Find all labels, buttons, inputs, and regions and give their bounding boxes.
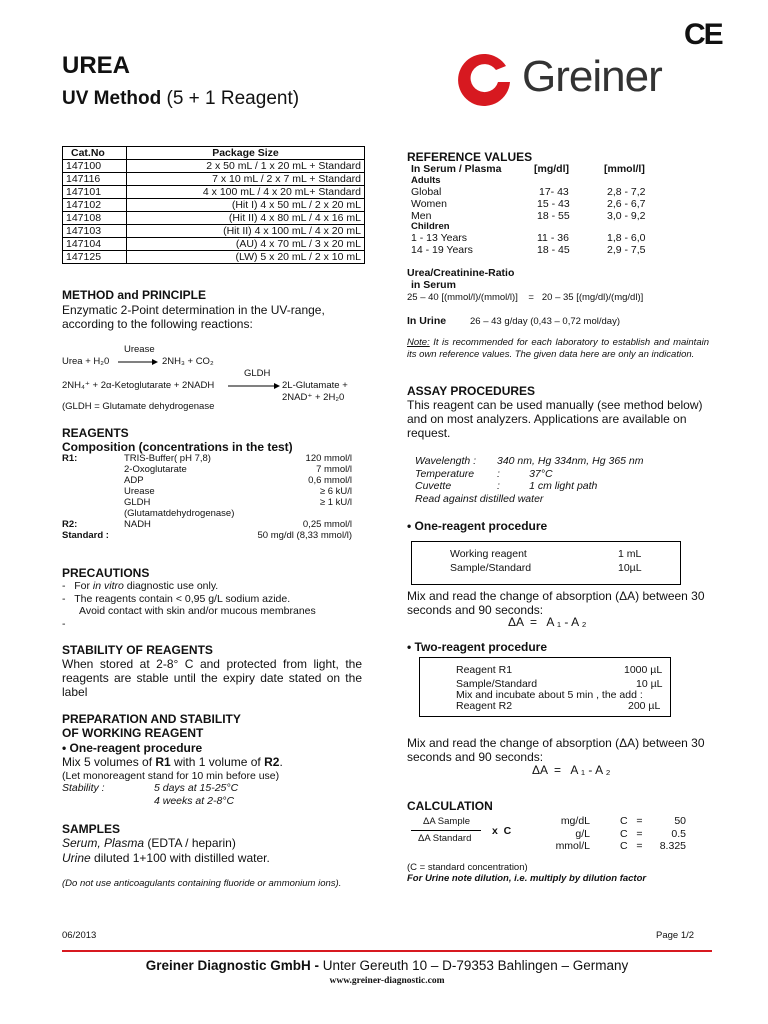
calc-table (540, 815, 686, 853)
table-row (63, 238, 365, 251)
reagent-name: TRIS-Buffer( pH 7,8) (124, 453, 211, 464)
precaution-dash: - (62, 617, 66, 630)
gldh-note: (GLDH = Glutamate dehydrogenase (62, 401, 215, 412)
one-row-label: Working reagent (450, 548, 527, 560)
mix-r2: R2 (264, 755, 280, 769)
catalog-package: (LW) 5 x 20 mL / 2 x 10 mL (127, 251, 365, 264)
reagent-value: ≥ 1 kU/l (319, 497, 352, 508)
catalog-package: (Hit II) 4 x 100 mL / 4 x 20 mL (127, 225, 365, 238)
two-incubate: Mix and incubate about 5 min , the add : (456, 689, 643, 701)
catalog-package: (Hit II) 4 x 80 mL / 4 x 16 mL (127, 212, 365, 225)
param-label: Temperature (415, 467, 475, 480)
list-item (540, 828, 686, 841)
note-text: It is recommended for each laboratory to establish and maintain its own reference values. The given data here are only an indication. (407, 337, 709, 360)
read-against: Read against distilled water (415, 492, 544, 505)
ref-mmol: 2,8 - 7,2 (607, 186, 646, 198)
catalog-catno: 147108 (63, 212, 127, 225)
ref-group: 1 - 13 Years (411, 232, 468, 244)
urine-value: 26 – 43 g/day (0,43 – 0,72 mol/day) (470, 316, 620, 327)
ref-group: 14 - 19 Years (411, 244, 473, 256)
footer-page: Page 1/2 (656, 930, 695, 941)
precautions-list (62, 580, 362, 630)
mix-mid: with 1 volume of (170, 755, 265, 769)
greiner-logo (452, 46, 682, 116)
ce-mark: CE (684, 18, 722, 51)
precaution-pre: For (74, 580, 93, 592)
catalog-catno: 147116 (63, 173, 127, 186)
list-item (540, 840, 686, 853)
assay-text: This reagent can be used manually (see method below) and on most analyzers. Applications are available on request. (407, 398, 703, 440)
catalog-catno: 147100 (63, 160, 127, 173)
reference-adults-label: Adults (411, 175, 441, 186)
footer-company-address: Unter Gereuth 10 – D-79353 Bahlingen – Germany (319, 958, 629, 973)
table-row (63, 160, 365, 173)
two-row-value: 1000 µL (624, 664, 663, 676)
catalog-catno: 147101 (63, 186, 127, 199)
reaction2-right-2: 2NAD⁺ + 2H₂0 (282, 392, 345, 403)
reagent-name: NADH (124, 519, 151, 530)
greiner-logo-icon (452, 48, 516, 112)
param-label: Wavelength : (415, 455, 477, 467)
list-item: - For in vitro diagnostic use only. (62, 580, 219, 592)
ratio-subheading: in Serum (411, 279, 456, 291)
catalog-table (62, 146, 365, 264)
calc-note-2: For Urine note dilution, i.e. multiply by dilution factor (407, 873, 647, 884)
reference-heading: REFERENCE VALUES (407, 150, 533, 164)
list-item: - The reagents contain < 0,95 g/L sodium azide. (62, 592, 291, 605)
reagent-name: (Glutamatdehydrogenase) (124, 508, 235, 519)
catalog-catno: 147103 (63, 225, 127, 238)
precaution-invitro: in vitro (92, 580, 124, 592)
list-item (411, 244, 671, 256)
preparation-heading-2: OF WORKING REAGENT (62, 726, 204, 740)
two-row-label: Sample/Standard (456, 678, 538, 690)
two-r2-value: 200 µL (628, 700, 661, 712)
precautions-heading: PRECAUTIONS (62, 566, 150, 580)
calc-times: x C (492, 825, 512, 837)
ref-mgdl: 15 - 43 (537, 198, 570, 210)
note-label: Note: (407, 337, 430, 348)
calc-c: C = (620, 815, 643, 827)
reagent-label: R2: (62, 519, 78, 530)
list-item (411, 186, 671, 198)
calc-c: C = (620, 840, 643, 852)
one-row-value: 10µL (618, 562, 642, 574)
calc-fraction-line (411, 830, 481, 831)
catalog-header-package: Package Size (127, 147, 365, 160)
one-row-label: Sample/Standard (450, 562, 532, 574)
one-formula: ΔA = A ₁ - A ₂ (508, 615, 587, 629)
ratio-heading: Urea/Creatinine-Ratio (407, 267, 515, 279)
reagent-name: ADP (124, 475, 144, 486)
stability-heading: STABILITY OF REAGENTS (62, 643, 213, 657)
two-formula: ΔA = A ₁ - A ₂ (532, 763, 611, 777)
calc-unit: g/L (575, 827, 590, 840)
two-row-label: Reagent R1 (456, 664, 513, 676)
list-item (62, 453, 352, 465)
mix-r1: R1 (155, 755, 171, 769)
param-value: : 1 cm light path (497, 480, 598, 492)
preparation-heading (62, 712, 241, 740)
reagent-value: 0,25 mmol/l (302, 519, 352, 530)
preparation-procedure: • One-reagent procedure (62, 741, 203, 755)
catalog-package: 4 x 100 mL / 4 x 20 mL+ Standard (127, 186, 365, 199)
list-item (540, 815, 686, 828)
list-item (411, 210, 671, 222)
ref-mmol: 1,8 - 6,0 (607, 232, 646, 244)
preparation-note: (Let monoreagent stand for 10 min before use) (62, 770, 280, 782)
method-heading: METHOD and PRINCIPLE (62, 288, 207, 302)
reagent-label: Standard : (62, 530, 109, 541)
list-item (415, 455, 705, 468)
stability-text: When stored at 2-8° C and protected from light, the reagents are stable until the expiry date stated on the label (62, 657, 362, 699)
samples-serum: Serum, Plasma (62, 836, 145, 850)
calc-c: C = (620, 827, 643, 840)
ref-mmol: 2,6 - 6,7 (607, 198, 646, 210)
two-r2-label: Reagent R2 (456, 700, 513, 712)
assay-heading: ASSAY PROCEDURES (407, 384, 536, 398)
table-row (63, 251, 365, 264)
gldh-label: GLDH (244, 368, 271, 379)
document-subtitle (62, 88, 299, 110)
ref-group: Women (411, 198, 447, 210)
ref-group: Men (411, 210, 432, 222)
mix-post: . (279, 755, 283, 769)
list-item (62, 530, 352, 542)
reference-col-mgdl: [mg/dl] (534, 163, 569, 175)
samples-line1 (62, 836, 236, 850)
two-reagent-heading: • Two-reagent procedure (407, 640, 547, 654)
reagents-subheading: Composition (concentrations in the test) (62, 440, 293, 454)
list-item (415, 468, 705, 481)
reaction2-arrow-icon (228, 382, 280, 390)
calc-unit: mmol/L (555, 840, 590, 852)
reference-adults (411, 186, 671, 222)
method-text: Enzymatic 2-Point determination in the UV-range, according to the following reactions: (62, 303, 325, 331)
list-item (411, 232, 671, 244)
catalog-catno: 147102 (63, 199, 127, 212)
reagent-value: 0,6 mmol/l (308, 475, 352, 486)
reference-col-serum: In Serum / Plasma (411, 163, 502, 175)
catalog-package: (AU) 4 x 70 mL / 3 x 20 mL (127, 238, 365, 251)
mix-pre: Mix 5 volumes of (62, 755, 156, 769)
preparation-stability-2: 4 weeks at 2-8°C (154, 795, 235, 807)
assay-params (415, 455, 705, 505)
samples-note: (Do not use anticoagulants containing fluoride or ammonium ions). (62, 878, 342, 889)
reagent-name: GLDH (124, 497, 151, 508)
catalog-header-row (63, 147, 365, 160)
catalog-catno: 147104 (63, 238, 127, 251)
preparation-heading-1: PREPARATION AND STABILITY (62, 712, 241, 726)
one-mix-text: Mix and read the change of absorption (ΔA) between 30 seconds and 90 seconds: (407, 589, 705, 617)
catalog-catno: 147125 (63, 251, 127, 264)
table-row (63, 225, 365, 238)
reference-children (411, 232, 671, 256)
preparation-stability-label: Stability : (62, 782, 105, 794)
two-reagent-box (419, 657, 671, 717)
ref-mgdl: 18 - 55 (537, 210, 570, 222)
subtitle-reagent: (5 + 1 Reagent) (166, 88, 300, 109)
list-item (62, 605, 362, 618)
calc-numerator: ΔA Sample (423, 816, 471, 827)
precaution-azide: The reagents contain < 0,95 g/L sodium azide. (74, 592, 291, 605)
calc-value: 8.325 (659, 840, 686, 852)
subtitle-method: UV Method (62, 88, 162, 109)
reference-note (407, 337, 709, 361)
footer-divider (62, 950, 712, 952)
reagent-name: 2-Oxoglutarate (124, 464, 187, 475)
urease-label: Urease (124, 344, 155, 355)
urine-label: In Urine (407, 315, 447, 327)
reagents-heading: REAGENTS (62, 426, 129, 440)
calc-value: 0.5 (671, 827, 686, 840)
calc-value: 50 (674, 815, 686, 827)
samples-line2 (62, 851, 270, 865)
samples-urine: Urine (62, 851, 91, 865)
ref-mmol: 3,0 - 9,2 (607, 210, 646, 222)
list-item (415, 480, 705, 493)
footer-company-name: Greiner Diagnostic GmbH - (145, 958, 320, 973)
ref-mgdl: 18 - 45 (537, 244, 570, 256)
reagent-value: 50 mg/dl (8,33 mmol/l) (257, 530, 352, 541)
precaution-contact: Avoid contact with skin and/or mucous membranes (79, 605, 316, 617)
calc-denominator: ΔA Standard (418, 833, 472, 844)
one-row-value: 1 mL (618, 548, 642, 560)
reagent-value: ≥ 6 kU/l (319, 486, 352, 497)
table-row (63, 186, 365, 199)
ref-group: Global (411, 186, 442, 198)
two-row-value: 10 µL (636, 678, 663, 690)
catalog-package: 7 x 10 mL / 2 x 7 mL + Standard (127, 173, 365, 186)
samples-serum-rest: (EDTA / heparin) (144, 836, 236, 850)
table-row (63, 173, 365, 186)
samples-heading: SAMPLES (62, 822, 121, 836)
precaution-post: diagnostic use only. (123, 580, 219, 592)
reaction1-left: Urea + H₂0 (62, 356, 110, 367)
table-row (63, 199, 365, 212)
calc-note-1: (C = standard concentration) (407, 862, 528, 873)
reaction1-right: 2NH₃ + CO₂ (162, 356, 214, 367)
preparation-stability-1: 5 days at 15-25°C (154, 782, 239, 794)
ratio-line: 25 – 40 [(mmol/l)/(mmol/l)] = 20 – 35 [(mg/dl)/(mg/dl)] (407, 292, 644, 303)
footer-date: 06/2013 (62, 930, 97, 941)
reaction1-arrow-icon (118, 358, 158, 366)
reaction2-right-1: 2L-Glutamate + (282, 380, 348, 391)
reference-children-label: Children (411, 221, 450, 232)
one-reagent-heading: • One-reagent procedure (407, 519, 548, 533)
reagents-list (62, 453, 352, 549)
param-value: : 37°C (497, 467, 553, 480)
catalog-header-catno: Cat.No (63, 147, 127, 160)
reaction2-left: 2NH₄⁺ + 2α-Ketoglutarate + 2NADH (62, 380, 215, 391)
ref-mgdl: 17- 43 (539, 186, 569, 198)
ref-mmol: 2,9 - 7,5 (607, 244, 646, 256)
table-row (63, 212, 365, 225)
reagent-value: 120 mmol/l (305, 453, 352, 464)
calc-unit: mg/dL (560, 815, 590, 827)
greiner-logo-text: Greiner (522, 52, 662, 101)
reagent-label: R1: (62, 453, 78, 464)
preparation-mix (62, 755, 283, 769)
catalog-package: 2 x 50 mL / 1 x 20 mL + Standard (127, 160, 365, 173)
calculation-heading: CALCULATION (407, 799, 493, 813)
reagent-value: 7 mmol/l (316, 464, 352, 475)
document-title: UREA (62, 52, 131, 79)
param-value: 340 nm, Hg 334nm, Hg 365 nm (497, 455, 644, 467)
footer-company (62, 958, 712, 973)
param-label: Cuvette (415, 480, 452, 492)
footer-website[interactable]: www.greiner-diagnostic.com (329, 976, 445, 986)
reference-col-mmol: [mmol/l] (604, 163, 645, 175)
samples-urine-rest: diluted 1+100 with distilled water. (90, 851, 270, 865)
ref-mgdl: 11 - 36 (537, 232, 569, 244)
list-item (411, 198, 671, 210)
one-reagent-box (411, 541, 681, 585)
catalog-package: (Hit I) 4 x 50 mL / 2 x 20 mL (127, 199, 365, 212)
two-mix-text: Mix and read the change of absorption (ΔA) between 30 seconds and 90 seconds: (407, 736, 705, 764)
reagent-name: Urease (124, 486, 155, 497)
